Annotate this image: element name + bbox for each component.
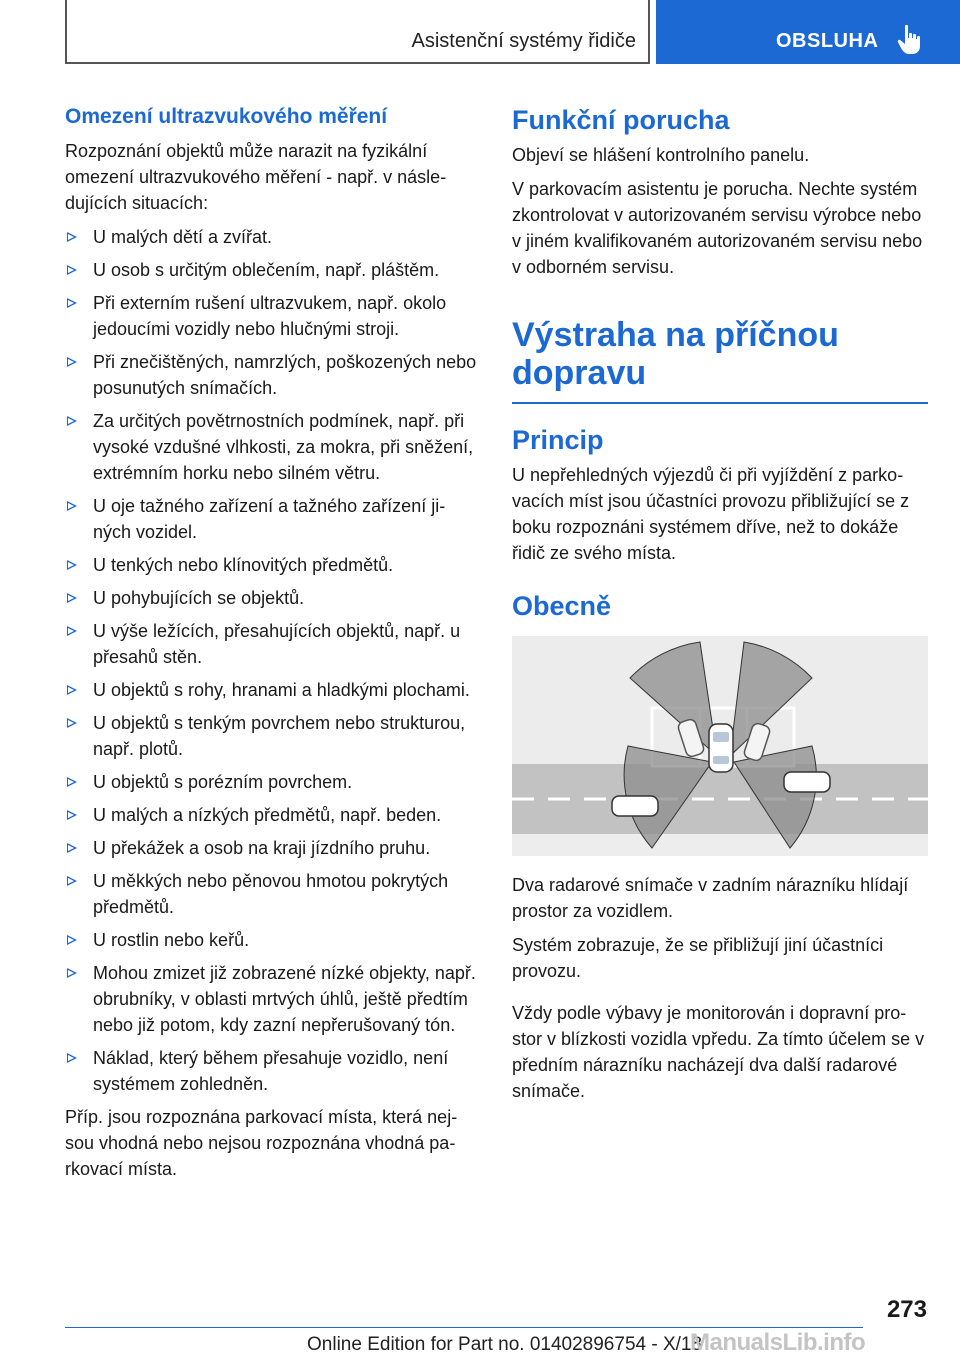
cross-traffic-diagram bbox=[512, 636, 928, 856]
limitations-list bbox=[65, 224, 477, 1097]
list-item: U objektů s porézním povrchem. bbox=[65, 769, 477, 795]
list-item: U objektů s tenkým povrchem nebo strukturou, např. plotů. bbox=[65, 710, 477, 762]
triangle-bullet-icon bbox=[67, 685, 77, 695]
heading-ultrasonic-limits: Omezení ultrazvukového měření bbox=[65, 105, 388, 128]
list-item: Za určitých povětrnostních podmínek, např. při vysoké vzdušné vlhkosti, za mokra, při sněžení, extrémním horku nebo silném větru. bbox=[65, 408, 477, 486]
heading-fault: Funkční porucha bbox=[512, 105, 730, 135]
triangle-bullet-icon bbox=[67, 626, 77, 636]
chapter-divider bbox=[512, 402, 928, 404]
list-item: U osob s určitým oblečením, např. pláštěm. bbox=[65, 257, 477, 283]
triangle-bullet-icon bbox=[67, 416, 77, 426]
triangle-bullet-icon bbox=[67, 357, 77, 367]
triangle-bullet-icon bbox=[67, 935, 77, 945]
list-item: U tenkých nebo klínovitých předmětů. bbox=[65, 552, 477, 578]
list-item: U pohybujících se objektů. bbox=[65, 585, 477, 611]
footer-divider bbox=[65, 1327, 863, 1328]
list-item: U objektů s rohy, hranami a hladkými plochami. bbox=[65, 677, 477, 703]
heading-principle: Princip bbox=[512, 425, 604, 455]
list-item: U výše ležících, přesahujících objektů, např. u přesahů stěn. bbox=[65, 618, 477, 670]
chapter-heading: Výstraha na příčnou dopravu bbox=[512, 316, 839, 392]
list-item: U měkkých nebo pěnovou hmotou pokrytých předmětů. bbox=[65, 868, 477, 920]
general-paragraph-1: Dva radarové snímače v zadním nárazníku hlídají prostor za vozidlem. bbox=[512, 875, 909, 921]
right-column bbox=[512, 104, 928, 1112]
tab-obsluha[interactable] bbox=[656, 0, 960, 64]
heading-general: Obecně bbox=[512, 591, 612, 621]
list-item: U malých a nízkých předmětů, např. beden. bbox=[65, 802, 477, 828]
list-item: U překážek a osob na kraji jízdního pruhu. bbox=[65, 835, 477, 861]
outro-paragraph: Příp. jsou rozpoznána parkovací místa, která nejsou vhodná nebo nejsou rozpoznána vhodná parkovací místa. bbox=[65, 1107, 458, 1179]
watermark-logo: ManualsLib.info bbox=[690, 1329, 866, 1356]
general-paragraph-3: Vždy podle výbavy je monitorován i dopravní prostor v blízkosti vozidla vpředu. Za tímto účelem se v předním nárazníku nacházejí dva další radarové snímače. bbox=[512, 1003, 925, 1101]
tab-label: OBSLUHA bbox=[776, 30, 879, 52]
triangle-bullet-icon bbox=[67, 777, 77, 787]
triangle-bullet-icon bbox=[67, 876, 77, 886]
general-paragraph-2: Systém zobrazuje, že se přibližují jiní účastníci provozu. bbox=[512, 935, 884, 981]
list-item: U rostlin nebo keřů. bbox=[65, 927, 477, 953]
fault-paragraph-2: V parkovacím asistentu je porucha. Nechte systém zkontrolovat v autorizovaném servisu výrobce nebo v jiném kvalifikovaném autorizovaném servisu nebo v odborném servisu. bbox=[512, 179, 923, 277]
hand-pointer-icon bbox=[896, 24, 924, 56]
triangle-bullet-icon bbox=[67, 265, 77, 275]
page-number: 273 bbox=[886, 1296, 927, 1323]
triangle-bullet-icon bbox=[67, 1053, 77, 1063]
triangle-bullet-icon bbox=[67, 810, 77, 820]
list-item: U malých dětí a zvířat. bbox=[65, 224, 477, 250]
triangle-bullet-icon bbox=[67, 593, 77, 603]
triangle-bullet-icon bbox=[67, 501, 77, 511]
radar-illustration bbox=[512, 636, 928, 856]
list-item: U oje tažného zařízení a tažného zařízení jiných vozidel. bbox=[65, 493, 477, 545]
fault-paragraph-1: Objeví se hlášení kontrolního panelu. bbox=[512, 145, 810, 165]
triangle-bullet-icon bbox=[67, 968, 77, 978]
list-item: Při znečištěných, namrzlých, poškozených nebo posunutých snímačích. bbox=[65, 349, 477, 401]
triangle-bullet-icon bbox=[67, 718, 77, 728]
intro-paragraph: Rozpoznání objektů může narazit na fyzikální omezení ultrazvukového měření - např. v následujících situacích: bbox=[65, 141, 447, 213]
list-item: Náklad, který během přesahuje vozidlo, není systémem zohledněn. bbox=[65, 1045, 477, 1097]
header-frame bbox=[65, 0, 650, 64]
triangle-bullet-icon bbox=[67, 560, 77, 570]
triangle-bullet-icon bbox=[67, 298, 77, 308]
triangle-bullet-icon bbox=[67, 843, 77, 853]
triangle-bullet-icon bbox=[67, 232, 77, 242]
list-item: Mohou zmizet již zobrazené nízké objekty, např. obrubníky, v oblasti mrtvých úhlů, ještě předtím nebo již potom, kdy zazní nepřerušovaný tón. bbox=[65, 960, 477, 1038]
principle-paragraph: U nepřehledných výjezdů či při vyjíždění z parkovacích míst jsou účastníci provozu přibližující se z boku rozpoznáni systémem dříve, než to dokáže řidič ze svého místa. bbox=[512, 465, 910, 563]
edition-text: Online Edition for Part no. 01402896754 - X/18 bbox=[307, 1334, 703, 1355]
list-item: Při externím rušení ultrazvukem, např. okolo jedoucími vozidly nebo hlučnými stroji. bbox=[65, 290, 477, 342]
left-column bbox=[65, 104, 477, 1190]
section-title: Asistenční systémy řidiče bbox=[411, 30, 636, 52]
